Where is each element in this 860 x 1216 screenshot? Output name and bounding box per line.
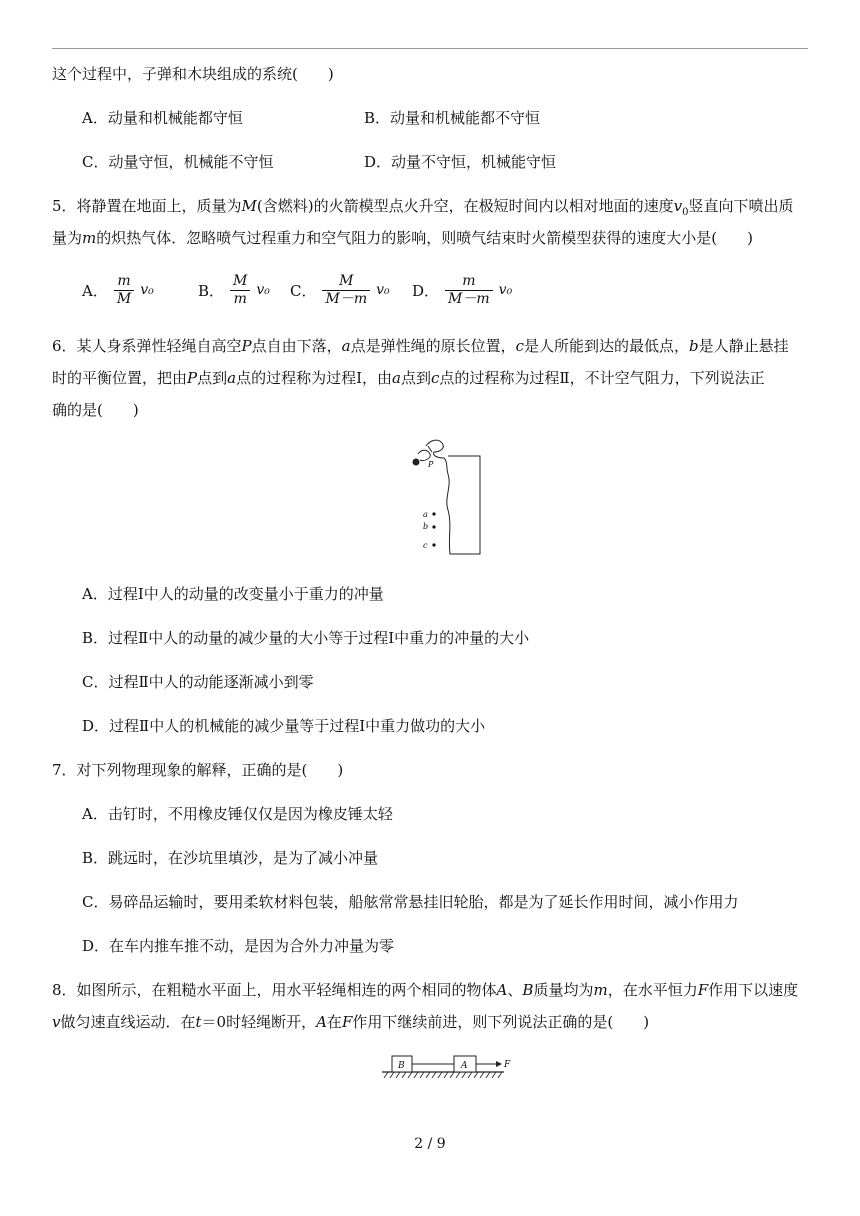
- q8-stem-line2: v做匀速直线运动．在t＝0时轻绳断开，A在F作用下继续前进，则下列说法正确的是( ): [52, 1013, 650, 1031]
- q6-option-a: A．过程Ⅰ中人的动量的改变量小于重力的冲量: [82, 585, 384, 603]
- q8-figure-blocks: [378, 1050, 518, 1082]
- q8-label-b: B: [398, 1061, 405, 1071]
- q6-label-a: a: [423, 510, 428, 519]
- q7-option-d: D．在车内推车推不动，是因为合外力冲量为零: [82, 937, 395, 955]
- q7-option-c: C．易碎品运输时，要用柔软材料包装，船舷常常悬挂旧轮胎，都是为了延长作用时间，减小作用力: [82, 893, 739, 911]
- q6-stem-line1: 6．某人身系弹性轻绳自高空P点自由下落，a点是弹性绳的原长位置，c是人所能到达的最低点，b是人静止悬挂: [52, 337, 789, 355]
- q4-stem: 这个过程中，子弹和木块组成的系统( ): [52, 65, 334, 83]
- q6-point-c: [432, 543, 435, 546]
- q7-stem: 7．对下列物理现象的解释，正确的是( ): [52, 761, 344, 779]
- q6-label-c: c: [423, 541, 428, 550]
- q4-option-a: A．动量和机械能都守恒: [82, 109, 243, 127]
- q5-option-c: C． $\frac{M}{M-m}$ v₀: [290, 272, 390, 307]
- q6-point-b: [432, 525, 435, 528]
- q8-stem-line1: 8．如图所示，在粗糙水平面上，用水平轻绳相连的两个相同的物体A、B质量均为m，在水平恒力F作用下以速度: [52, 981, 799, 999]
- page-number: 2 / 9: [414, 1136, 446, 1152]
- q5-option-b: B． $\frac{M}{m}$ v₀: [198, 272, 270, 307]
- q6-label-p: P: [428, 460, 434, 469]
- q8-label-f: F: [504, 1060, 511, 1070]
- q4-option-c: C．动量守恒，机械能不守恒: [82, 153, 274, 171]
- q5-option-d: D． $\frac{m}{M-m}$ v₀: [412, 272, 513, 307]
- q6-option-b: B．过程Ⅱ中人的动量的减少量的大小等于过程Ⅰ中重力的冲量的大小: [82, 629, 530, 647]
- q7-option-b: B．跳远时，在沙坑里填沙，是为了减小冲量: [82, 849, 379, 867]
- q6-stem-line2: 时的平衡位置，把由P点到a点的过程称为过程Ⅰ，由a点到c点的过程称为过程Ⅱ，不计空气阻力，下列说法正: [52, 369, 765, 387]
- q5-stem-line1: 5．将静置在地面上，质量为M(含燃料)的火箭模型点火升空，在极短时间内以相对地面的速度$v_0$竖直向下喷出质: [52, 197, 794, 218]
- q6-point-a: [432, 512, 435, 515]
- q8-label-a: A: [461, 1061, 468, 1071]
- q6-label-b: b: [423, 522, 429, 531]
- header-rule: [52, 48, 808, 49]
- q6-figure-cliff: [404, 438, 484, 560]
- q5-option-a: A． $\frac{m}{M}$ v₀: [82, 272, 154, 307]
- q7-option-a: A．击钉时，不用橡皮锤仅仅是因为橡皮锤太轻: [82, 805, 393, 823]
- q6-option-d: D．过程Ⅱ中人的机械能的减少量等于过程Ⅰ中重力做功的大小: [82, 717, 486, 735]
- q6-option-c: C．过程Ⅱ中人的动能逐渐减小到零: [82, 673, 314, 691]
- q4-option-d: D．动量不守恒，机械能守恒: [364, 153, 557, 171]
- q6-stem-line3: 确的是( ): [52, 401, 139, 419]
- q5-stem-line2: 量为m的炽热气体．忽略喷气过程重力和空气阻力的影响，则喷气结束时火箭模型获得的速度大小是( ): [52, 229, 753, 247]
- q4-option-b: B．动量和机械能都不守恒: [364, 109, 541, 127]
